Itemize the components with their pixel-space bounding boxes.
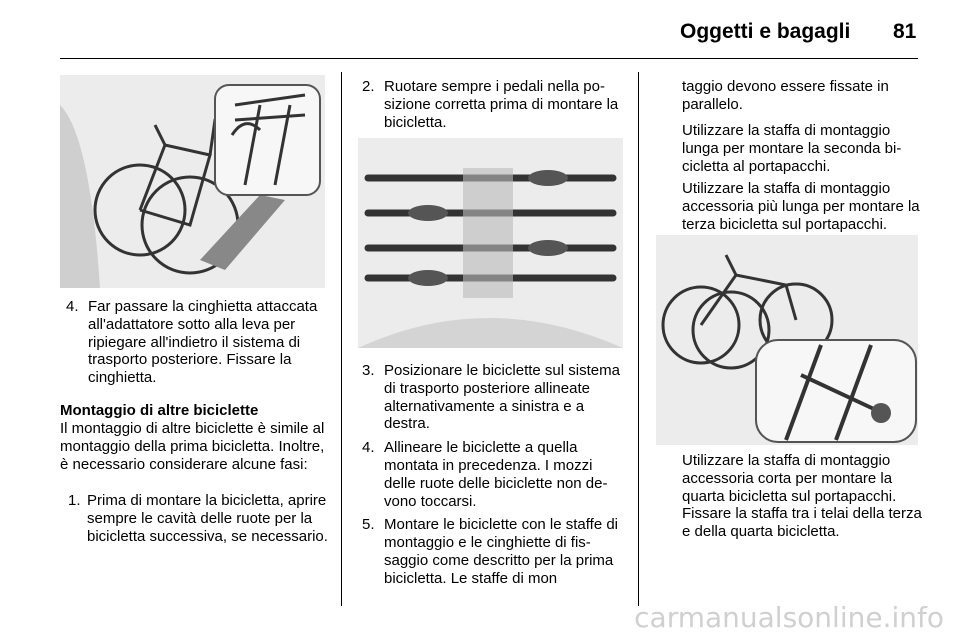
- paragraph: taggio devono essere fissate in parallelo.: [682, 78, 889, 113]
- item-text: Posizionare le biciclette sul sistema di trasporto posteriore allineate alternativamente a sinistra e a destra.: [384, 362, 620, 433]
- list-item: [362, 362, 624, 433]
- item-number: 2.: [362, 78, 375, 95]
- item-text: Far passare la cinghietta attaccata all'adattatore sotto alla leva per ripiegare all'indietro il sistema di trasporto posteriore. Fissare la cinghietta.: [88, 298, 318, 387]
- bracket-illustration: [656, 235, 918, 445]
- col2-list-b: [362, 362, 624, 594]
- paragraph: Utilizzare la staffa di montaggio accessoria più lunga per montare la terza bicicletta sul portapacchi.: [682, 180, 920, 233]
- list-item: [66, 298, 328, 387]
- item-text: Montare le biciclette con le staffe di montaggio e le cinghiette di fissaggio come descritto per la prima bicicletta. Le staffe di mon: [384, 516, 619, 587]
- paragraph: Utilizzare la staffa di montaggio accessoria corta per montare la quarta bicicletta sul portapacchi. Fissare la staffa tra i telai della terza e della quarta bicicletta.: [682, 452, 922, 541]
- bicycle-strap-illustration: [60, 75, 325, 288]
- column-divider-left: [341, 72, 342, 606]
- list-item: [362, 439, 624, 510]
- item-number: 3.: [362, 362, 375, 379]
- item-number: 1.: [68, 492, 81, 509]
- col2-list-a: [362, 78, 624, 137]
- page-number: 81: [893, 20, 917, 43]
- watermark: carmanualsonline.info: [634, 601, 944, 634]
- section-heading: Montaggio di altre biciclette: [60, 402, 259, 419]
- list-item: [362, 516, 624, 587]
- item-text: Ruotare sempre i pedali nella posizione corretta prima di montare la bicicletta.: [384, 78, 619, 131]
- header-rule: [60, 58, 918, 59]
- item-number: 4.: [66, 298, 79, 315]
- paragraph: Il montaggio di altre biciclette è simile al montaggio della prima bicicletta. Inoltre, è necessario considerare alcune fasi:: [60, 420, 325, 473]
- col1-list-a: [66, 298, 328, 393]
- paragraph: Utilizzare la staffa di montaggio lunga per montare la seconda bicicletta al portapacchi.: [682, 122, 902, 175]
- figure-strap-adapter: [60, 75, 325, 288]
- item-number: 5.: [362, 516, 375, 534]
- list-item: [68, 492, 328, 545]
- section-title: Oggetti e bagagli: [680, 20, 851, 43]
- item-number: 4.: [362, 439, 375, 457]
- list-item: [362, 78, 624, 131]
- item-text: Prima di montare la bicicletta, aprire sempre le cavità delle ruote per la bicicletta successiva, se necessario.: [87, 492, 328, 545]
- top-view-illustration: [358, 138, 623, 348]
- item-text: Allineare le biciclette a quella montata in precedenza. I mozzi delle ruote delle biciclette non devono toccarsi.: [384, 439, 608, 510]
- figure-third-bike-bracket: [656, 235, 918, 445]
- col1-list-b: [68, 492, 328, 551]
- figure-four-bikes-top-view: [358, 138, 623, 348]
- column-divider-right: [638, 72, 639, 606]
